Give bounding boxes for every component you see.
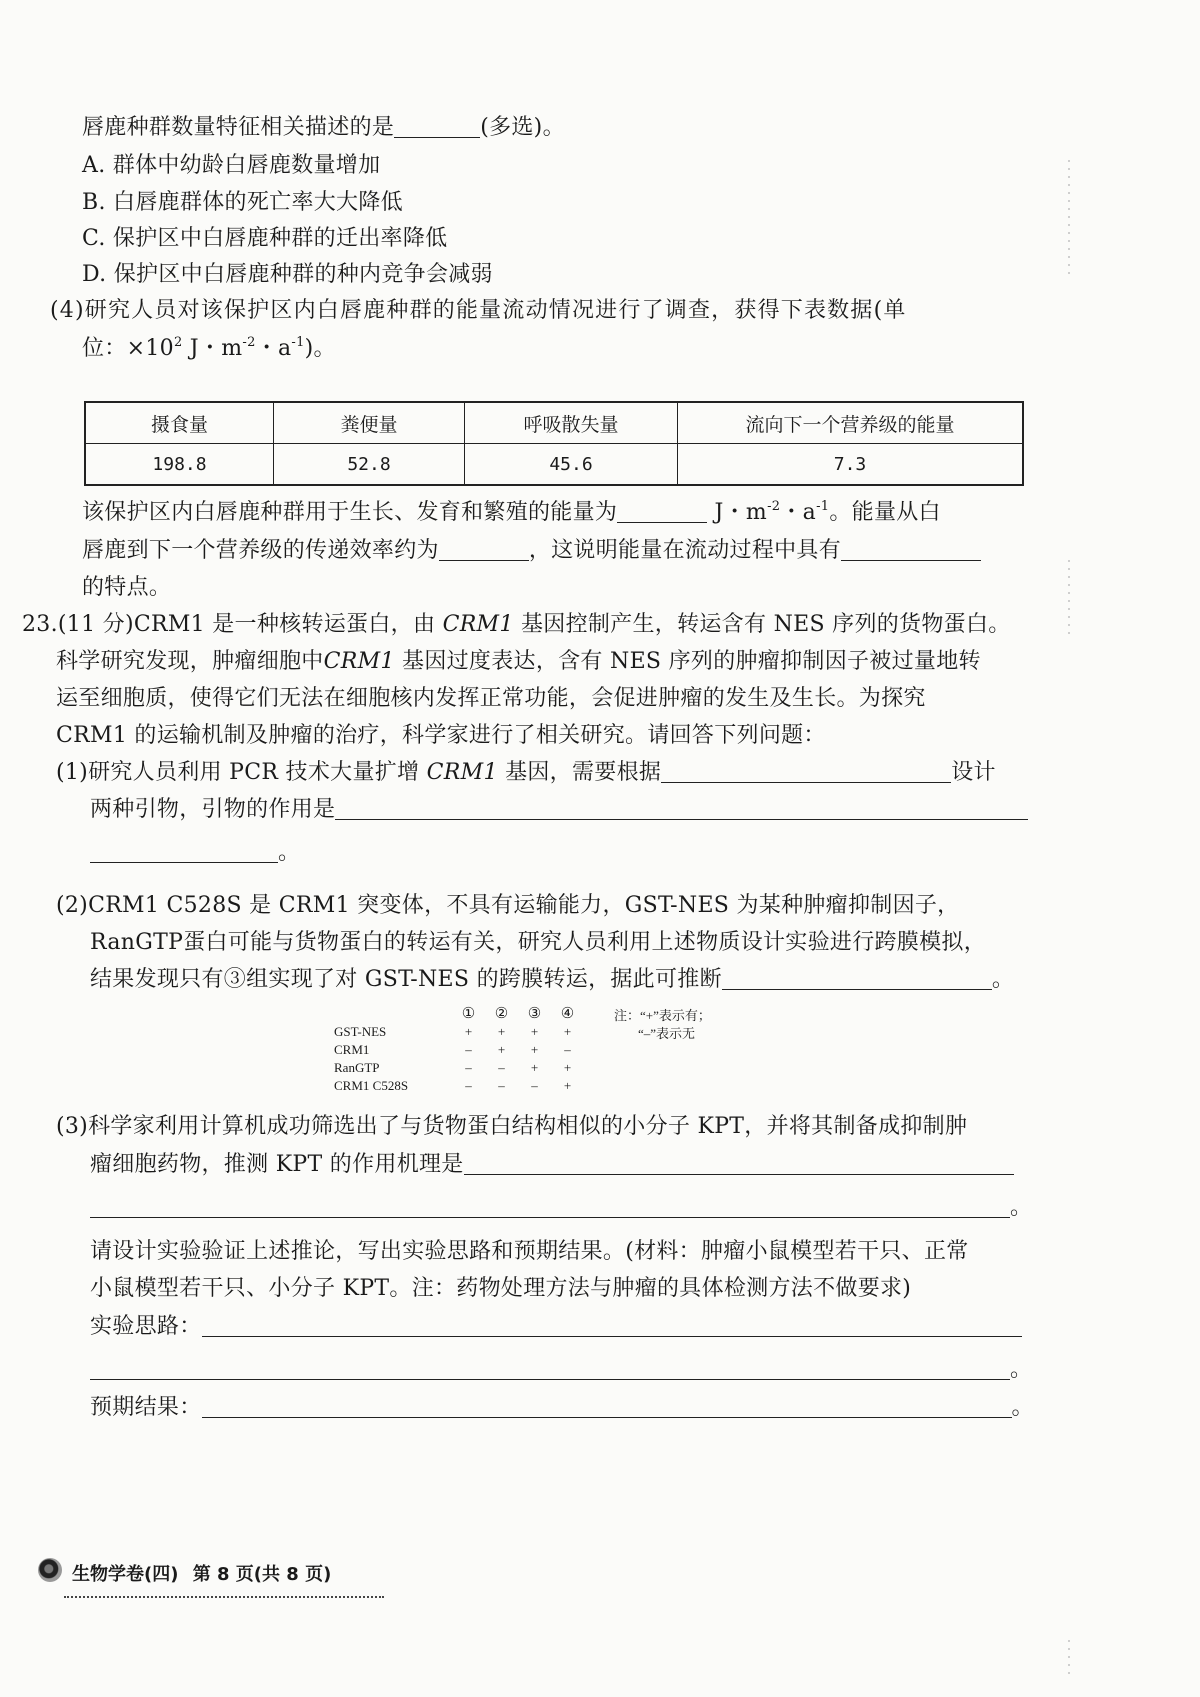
table-row	[334, 1041, 584, 1059]
table-cell: –	[531, 1078, 538, 1093]
experiment-group-table	[334, 1005, 584, 1095]
unit-exponent: -1	[816, 499, 830, 514]
q23-part1-line2	[90, 795, 1028, 825]
prompt-text: 两种引物，引物的作用是	[90, 797, 336, 822]
stem-text: 基因过度表达，含有 NES 序列的肿瘤抑制因子被过量地转	[402, 649, 981, 674]
q22-answer-line2	[82, 536, 981, 566]
row-label: CRM1 C528S	[334, 1078, 409, 1093]
table-header: 摄食量	[85, 402, 274, 444]
table-cell: +	[563, 1060, 572, 1075]
answer-blank[interactable]	[202, 1395, 1012, 1418]
scan-edge-mark	[1068, 1640, 1070, 1680]
answer-blank[interactable]	[394, 115, 480, 138]
q22-continuation	[82, 113, 565, 143]
table-row	[85, 444, 1023, 486]
table-row	[334, 1077, 584, 1095]
q23-stem-line3: 运至细胞质，使得它们无法在细胞核内发挥正常功能，会促进肿瘤的发生及生长。为探究	[56, 686, 926, 711]
unit-text: 位：×10	[82, 336, 174, 361]
q23-part1-line1	[56, 758, 996, 788]
note-line: 注：“+”表示有；	[614, 1008, 711, 1023]
table-cell: –	[465, 1060, 472, 1075]
answer-blank[interactable]	[661, 760, 951, 783]
table-row	[334, 1059, 584, 1077]
q23-stem-line2	[56, 647, 981, 677]
prompt-text: 瘤细胞药物，推测 KPT 的作用机理是	[90, 1152, 464, 1177]
option-b: B. 白唇鹿群体的死亡率大大降低	[82, 190, 403, 215]
scan-edge-mark	[1068, 160, 1070, 280]
answer-blank[interactable]	[464, 1152, 1014, 1175]
result-label: 预期结果：	[90, 1395, 202, 1420]
period: 。	[1010, 1195, 1033, 1220]
q23-part2-line3	[90, 965, 1014, 995]
publisher-logo-icon	[38, 1558, 62, 1582]
page-footer	[72, 1560, 331, 1586]
table-header-row	[334, 1005, 584, 1023]
q23-part3-line1: (3)科学家利用计算机成功筛选出了与货物蛋白结构相似的小分子 KPT，并将其制备成抑制肿	[56, 1114, 968, 1139]
q22-part4-line1: (4)研究人员对该保护区内白唇鹿种群的能量流动情况进行了调查，获得下表数据(单	[50, 298, 907, 323]
q23-part2-line1: (2)CRM1 C528S 是 CRM1 突变体，不具有运输能力，GST-NES 为某种肿瘤抑制因子，	[56, 893, 960, 918]
table-header: 流向下一个营养级的能量	[678, 402, 1024, 444]
q23-idea-line1	[90, 1312, 1022, 1342]
answer-blank[interactable]	[439, 538, 529, 561]
table-cell: 45.6	[465, 444, 678, 486]
prompt-text: 基因，需要根据	[505, 760, 662, 785]
table-cell: –	[564, 1042, 571, 1057]
gene-name: CRM1	[426, 760, 498, 785]
prompt-text: 该保护区内白唇鹿种群用于生长、发育和繁殖的能量为	[82, 500, 618, 525]
option-a: A. 群体中幼龄白唇鹿数量增加	[82, 153, 381, 178]
idea-label: 实验思路：	[90, 1314, 202, 1339]
prompt-text: 唇鹿到下一个营养级的传递效率约为	[82, 538, 439, 563]
table-note	[614, 1007, 711, 1043]
period: 。	[1011, 1395, 1034, 1420]
table-cell: –	[498, 1078, 505, 1093]
group-header: ③	[527, 1006, 542, 1022]
table-cell: 7.3	[678, 444, 1024, 486]
table-cell: 52.8	[274, 444, 465, 486]
q23-part3-line3	[90, 1193, 1032, 1223]
period: 。	[991, 967, 1015, 992]
prompt-text: 设计	[951, 760, 996, 785]
option-d: D. 保护区中白唇鹿种群的种内竞争会减弱	[82, 262, 493, 287]
gene-name: CRM1	[323, 649, 395, 674]
q23-part3-line5: 小鼠模型若干只、小分子 KPT。注：药物处理方法与肿瘤的具体检测方法不做要求)	[90, 1276, 912, 1301]
row-label: GST-NES	[334, 1024, 387, 1039]
table-cell: –	[465, 1078, 472, 1093]
stem-text: 科学研究发现，肿瘤细胞中	[56, 649, 324, 674]
footer-underline	[64, 1590, 384, 1598]
unit-text: ・a	[780, 500, 817, 525]
answer-blank[interactable]	[335, 797, 1028, 820]
exam-subject: 生物学卷(四)	[72, 1564, 179, 1585]
option-c: C. 保护区中白唇鹿种群的迁出率降低	[82, 226, 448, 251]
answer-blank[interactable]	[90, 840, 278, 863]
table-cell: +	[563, 1024, 572, 1039]
unit-exponent: 2	[173, 335, 183, 350]
answer-blank[interactable]	[722, 967, 992, 990]
q22-answer-line1	[82, 498, 941, 528]
q22-answer-line3: 的特点。	[82, 575, 172, 600]
table-cell: –	[465, 1042, 472, 1057]
table-cell: 198.8	[85, 444, 274, 486]
table-header: 粪便量	[274, 402, 465, 444]
table-cell: +	[497, 1024, 506, 1039]
q23-part3-line4: 请设计实验验证上述推论，写出实验思路和预期结果。(材料：肿瘤小鼠模型若干只、正常	[90, 1239, 969, 1264]
group-header: ④	[560, 1006, 575, 1022]
table-header-row	[85, 402, 1023, 444]
prompt-text: ，这说明能量在流动过程中具有	[528, 538, 842, 563]
period: 。	[278, 840, 301, 865]
row-label: CRM1	[334, 1042, 370, 1057]
answer-blank[interactable]	[841, 538, 981, 561]
period: 。	[1010, 1357, 1033, 1382]
answer-blank[interactable]	[90, 1357, 1010, 1380]
scan-edge-mark	[1068, 560, 1070, 640]
unit-exponent: -2	[242, 335, 256, 350]
table-cell: –	[498, 1060, 505, 1075]
page-number: 第 8 页(共 8 页)	[192, 1564, 332, 1585]
unit-text: ・a	[255, 336, 292, 361]
q23-stem-line1	[22, 610, 1011, 640]
table-cell: +	[530, 1042, 539, 1057]
table-row	[334, 1023, 584, 1041]
table-cell: +	[530, 1060, 539, 1075]
prompt-text: (1)研究人员利用 PCR 技术大量扩增	[56, 760, 420, 785]
answer-blank[interactable]	[202, 1314, 1022, 1337]
q23-part3-line2	[90, 1150, 1014, 1180]
group-header: ②	[494, 1006, 509, 1022]
answer-blank[interactable]	[617, 500, 707, 523]
q23-result-line	[90, 1393, 1034, 1423]
table-cell: +	[464, 1024, 473, 1039]
multi-select-note: (多选)。	[480, 115, 565, 140]
answer-blank[interactable]	[90, 1195, 1010, 1218]
table-cell: +	[530, 1024, 539, 1039]
stem-text: 基因控制产生，转运含有 NES 序列的货物蛋白。	[520, 612, 1011, 637]
table-header: 呼吸散失量	[465, 402, 678, 444]
prompt-text: 结果发现只有③组实现了对 GST-NES 的跨膜转运，据此可推断	[90, 967, 722, 992]
q22-stem-text: 唇鹿种群数量特征相关描述的是	[82, 115, 395, 140]
unit-exponent: -1	[291, 335, 305, 350]
gene-name: CRM1	[442, 612, 514, 637]
energy-flow-table	[84, 401, 1024, 486]
q23-idea-line2	[90, 1355, 1032, 1385]
q23-stem-line4: CRM1 的运输机制及肿瘤的治疗，科学家进行了相关研究。请回答下列问题：	[56, 723, 826, 748]
table-cell: +	[563, 1078, 572, 1093]
group-header: ①	[461, 1006, 476, 1022]
unit-text: J・m	[182, 336, 243, 361]
note-line: “–”表示无	[638, 1026, 696, 1041]
row-label: RanGTP	[334, 1060, 380, 1075]
unit-text: )。	[304, 336, 336, 361]
unit-exponent: -2	[767, 499, 781, 514]
q22-part4-line2	[82, 334, 336, 364]
q23-part1-line3	[90, 838, 300, 868]
q23-part2-line2: RanGTP蛋白可能与货物蛋白的转运有关，研究人员利用上述物质设计实验进行跨膜模拟，	[90, 930, 987, 955]
unit-text: J・m	[714, 500, 768, 525]
stem-text: 23.(11 分)CRM1 是一种核转运蛋白，由	[22, 612, 436, 637]
table-cell: +	[497, 1042, 506, 1057]
prompt-text: 。能量从白	[829, 500, 941, 525]
